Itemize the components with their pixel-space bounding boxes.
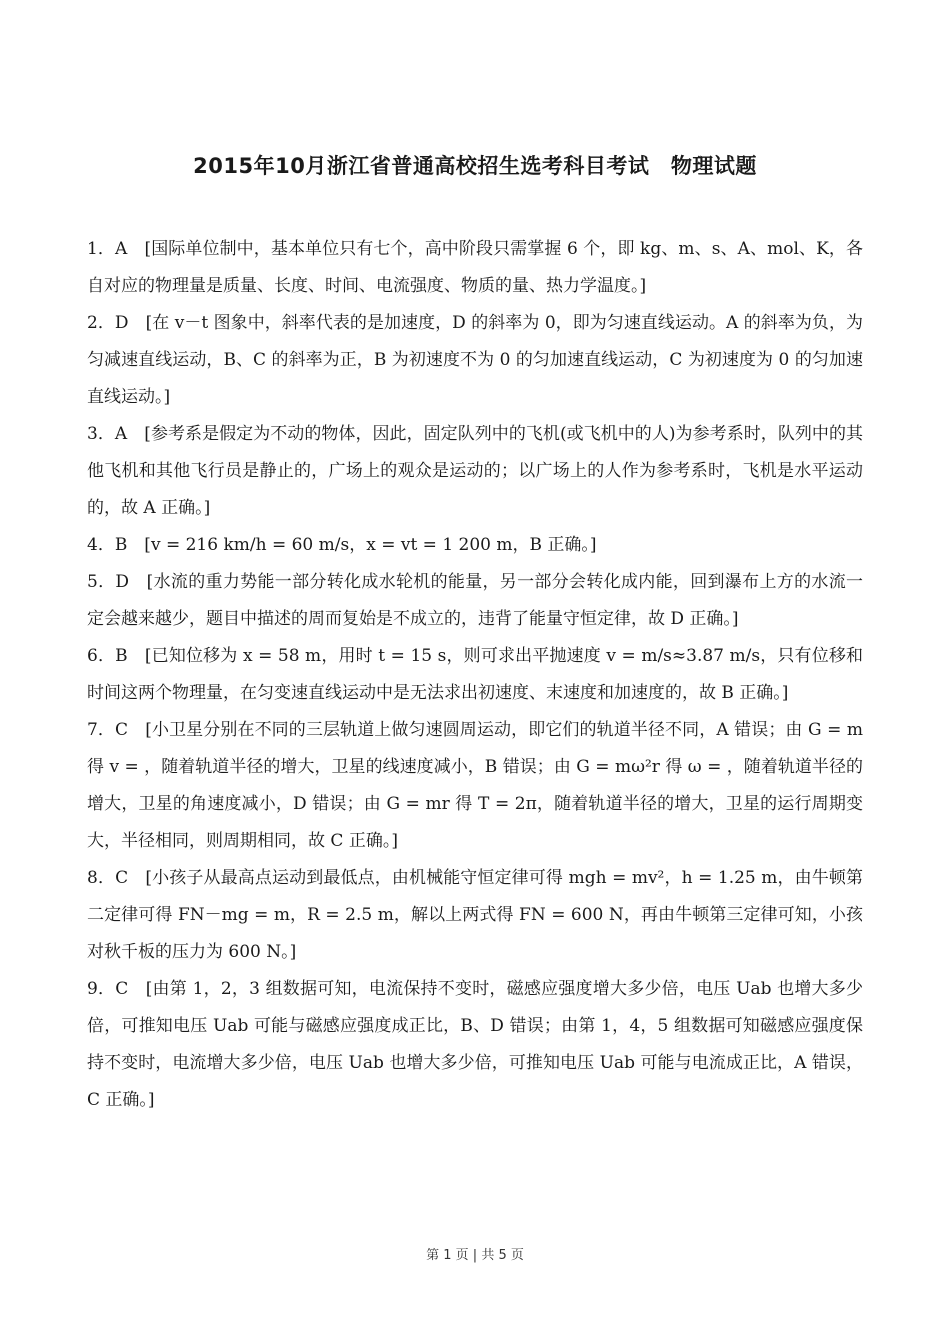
page-footer: 第 1 页 | 共 5 页 <box>426 1248 524 1263</box>
answer-list <box>87 231 863 1119</box>
answer-item-7: 7．C [小卫星分别在不同的三层轨道上做匀速圆周运动，即它们的轨道半径不同，A 错误；由 G = m 得 v = ，随着轨道半径的增大，卫星的线速度减小，B 错误；由 G = mω²r 得 ω = ，随着轨道半径的增大，卫星的角速度减小，D 错误；由 G = mr 得 T = 2π，随着轨道半径的增大，卫星的运行周期变大，半径相同，则周期相同，故 C 正确。] <box>87 720 863 851</box>
answer-item-6: 6．B [已知位移为 x = 58 m，用时 t = 15 s，则可求出平抛速度 v = m/s≈3.87 m/s，只有位移和时间这两个物理量，在匀变速直线运动中是无法求出初速度、末速度和加速度的，故 B 正确。] <box>87 646 863 703</box>
answer-item-5: 5．D [水流的重力势能一部分转化成水轮机的能量，另一部分会转化成内能，回到瀑布上方的水流一定会越来越少，题目中描述的周而复始是不成立的，违背了能量守恒定律，故 D 正确。] <box>87 572 863 629</box>
answer-item-9: 9．C [由第 1，2，3 组数据可知，电流保持不变时，磁感应强度增大多少倍，电压 Uab 也增大多少倍，可推知电压 Uab 可能与磁感应强度成正比，B、D 错误；由第 1，4，5 组数据可知磁感应强度保持不变时，电流增大多少倍，电压 Uab 也增大多少倍，可推知电压 Uab 可能与电流成正比，A 错误，C 正确。] <box>87 979 863 1110</box>
answer-item-3: 3．A [参考系是假定为不动的物体，因此，固定队列中的飞机(或飞机中的人)为参考系时，队列中的其他飞机和其他飞行员是静止的，广场上的观众是运动的；以广场上的人作为参考系时，飞机是水平运动的，故 A 正确。] <box>87 424 863 518</box>
answer-item-2: 2．D [在 v－t 图象中，斜率代表的是加速度，D 的斜率为 0，即为匀速直线运动。A 的斜率为负，为匀减速直线运动，B、C 的斜率为正，B 为初速度不为 0 的匀加速直线运动，C 为初速度为 0 的匀加速直线运动。] <box>87 313 863 407</box>
answer-item-1: 1．A [国际单位制中，基本单位只有七个，高中阶段只需掌握 6 个，即 kg、m、s、A、mol、K，各自对应的物理量是质量、长度、时间、电流强度、物质的量、热力学温度。] <box>87 239 863 296</box>
answer-item-8: 8．C [小孩子从最高点运动到最低点，由机械能守恒定律可得 mgh = mv²，h = 1.25 m，由牛顿第二定律可得 FN－mg = m，R = 2.5 m，解以上两式得 FN = 600 N，再由牛顿第三定律可知，小孩对秋千板的压力为 600 N。] <box>87 868 863 962</box>
page-title: 2015年10月浙江省普通高校招生选考科目考试 物理试题 <box>193 154 757 178</box>
answer-item-4: 4．B [v = 216 km/h = 60 m/s，x = vt = 1 200 m，B 正确。] <box>87 535 597 555</box>
